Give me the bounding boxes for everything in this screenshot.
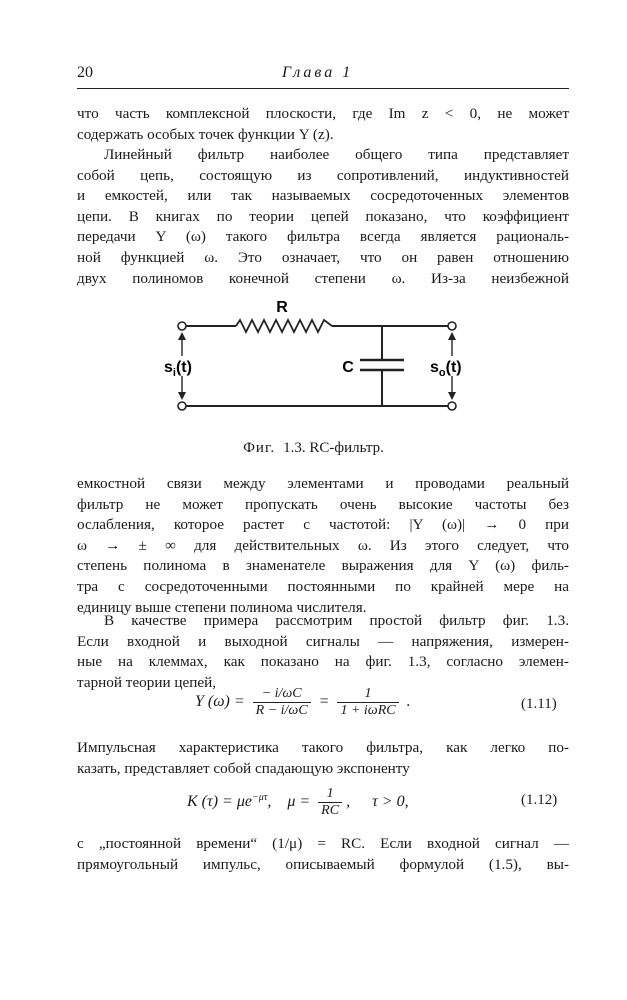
text-line: и емкостей, или так называемых сосредоточенных элементов [77,187,569,205]
eq111-den1: R − i/ωC [255,703,308,718]
eq112-lhs: K (τ) = μe [187,793,252,811]
figure-caption-text: 1.3. RC-фильтр. [283,440,384,456]
eq111-den2: 1 + iωRC [340,703,396,718]
equation-number-1-12: (1.12) [521,792,558,808]
eq112-num: 1 [318,786,342,803]
capacitor-label: C [342,359,354,376]
text-line: прямоугольный импульс, описываемый формулой (1.5), вы- [77,855,569,873]
text-line: собой цепь, состоящую из сопротивлений, индуктивностей [77,166,569,184]
output-signal-s: s [430,359,439,376]
text-line: ослабления, которое растет с частотой: |Y (ω)| → 0 при [77,516,569,534]
text-line: содержать особых точек функции Y (z). [77,125,334,143]
eq111-equals: = [318,693,330,711]
input-signal-arg: (t) [175,359,192,376]
eq112-comma-1: , [267,793,272,811]
text-line: ной функцией ω. Это означает, что он равен отношению [77,248,569,266]
equation-1-12 [187,786,409,819]
input-arrowhead-down [178,392,186,400]
eq111-fraction-1 [253,686,311,719]
text-line: передачи Y (ω) такого фильтра всегда является рациональ- [77,228,569,246]
text-line: что часть комплексной плоскости, где Im z < 0, не может [77,105,569,122]
input-terminal-top [178,322,186,330]
eq111-num2: 1 [337,686,398,703]
text-line: двух полиномов конечной степени ω. Из-за неизбежной [77,269,569,287]
eq112-den: RC [321,803,340,818]
equation-number-1-11: (1.11) [521,696,557,712]
figure-caption-label: Фиг. [243,440,276,456]
text-line: тра с сосредоточенными постоянными по крайней мере на [77,577,569,595]
eq111-period: . [406,693,411,711]
text-line: степень полинома в знаменателе выражения для Y (ω) филь- [77,557,569,575]
output-signal-sub: o [438,367,446,379]
input-arrowhead-up [178,332,186,340]
eq112-comma-2: , [346,793,351,811]
figure-caption [0,440,627,457]
text-line: ные на клеммах, как показано на фиг. 1.3, согласно элемен- [77,653,569,671]
text-line: единицу выше степени полинома числителя. [77,598,367,616]
paragraph-6 [77,834,569,875]
text-line: цепи. В книгах по теории цепей показано, что коэффициент [77,207,569,225]
equation-1-11 [195,686,411,719]
paragraph-3 [77,474,569,618]
resistor-label: R [276,299,288,316]
eq111-num1: − i/ωC [253,686,311,703]
text-line: емкостной связи между элементами и проводами реальный [77,475,569,492]
input-signal-label [164,359,192,379]
text-line: тарной теории цепей, [77,673,217,691]
eq112-condition: τ > 0, [372,793,409,811]
text-line: Линейный фильтр наиболее общего типа представляет [104,146,569,163]
input-signal-sub: i [172,367,176,379]
eq111-lhs: Y (ω) = [195,693,245,711]
paragraph-1 [77,104,569,145]
text-line: фильтр не может пропускать очень высокие частоты без [77,495,569,513]
output-arrowhead-up [448,332,456,340]
eq112-exponent: −μτ [251,791,268,803]
paragraph-4 [77,611,569,693]
page-number: 20 [77,64,93,81]
output-signal-label [430,359,462,379]
resistor-symbol [236,320,332,332]
text-line: Если входной и выходной сигналы — напряжения, измерен- [77,632,569,650]
text-line: с „постоянной времени“ (1/μ) = RC. Если входной сигнал — [77,835,569,852]
text-line: В качестве примера рассмотрим простой фильтр фиг. 1.3. [104,612,569,629]
text-line: Импульсная характеристика такого фильтра, как легко по- [77,739,569,756]
paragraph-5 [77,738,569,779]
text-line: ω → ± ∞ для действительных ω. Из этого следует, что [77,536,569,554]
output-signal-arg: (t) [445,359,462,376]
eq111-fraction-2 [337,686,398,719]
paragraph-2 [77,145,569,289]
running-header [77,64,569,89]
text-line: казать, представляет собой спадающую экспоненту [77,759,410,777]
eq112-fraction [318,786,342,819]
output-terminal-top [448,322,456,330]
input-signal-s: s [164,359,173,376]
output-arrowhead-down [448,392,456,400]
output-terminal-bottom [448,402,456,410]
input-terminal-bottom [178,402,186,410]
rc-filter-diagram [160,290,470,420]
eq112-mu: μ = [287,793,311,811]
chapter-title: Глава 1 [282,64,354,81]
